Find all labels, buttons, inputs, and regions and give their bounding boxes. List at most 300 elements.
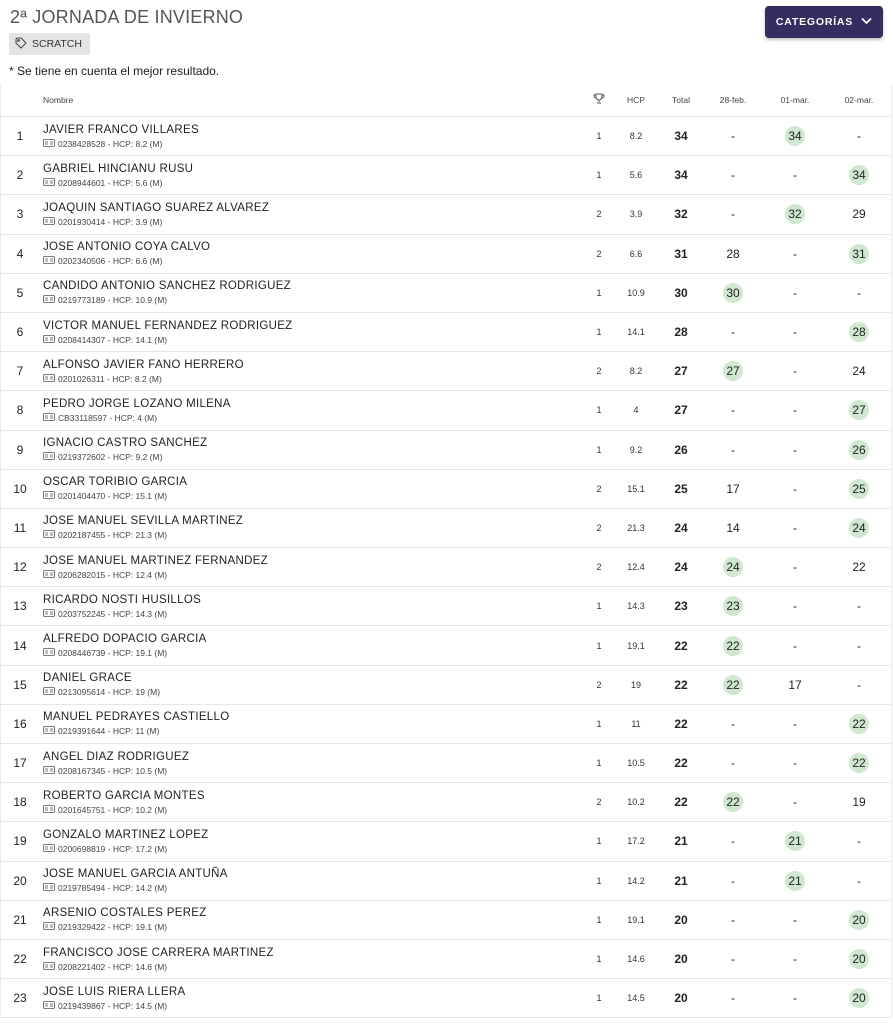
table-row[interactable] <box>1 352 891 391</box>
license-text: 0219439867 - HCP: 14.5 (M) <box>58 1000 168 1011</box>
license-text: CB33118597 - HCP: 4 (M) <box>58 412 158 423</box>
rounds-count: 1 <box>596 640 602 651</box>
player-name[interactable]: IGNACIO CASTRO SANCHEZ <box>43 437 208 450</box>
license-text: 0201645751 - HCP: 10.2 (M) <box>58 804 168 815</box>
player-license <box>43 648 207 658</box>
player-name[interactable]: MANUEL PEDRAYES CASTIELLO <box>43 711 230 724</box>
score-value: 19 <box>852 795 866 810</box>
day3-score <box>835 834 883 848</box>
table-row[interactable] <box>1 313 891 352</box>
best-score-pill: 24 <box>849 518 869 538</box>
day3-score <box>835 714 883 734</box>
score-value: 14 <box>726 520 740 535</box>
rounds-count: 1 <box>596 601 602 612</box>
table-row[interactable] <box>1 901 891 940</box>
score-value: - <box>793 991 797 1006</box>
player-name[interactable]: JOSE ANTONIO COYA CALVO <box>43 241 211 254</box>
day1-score <box>709 834 757 848</box>
best-score-pill: 32 <box>785 204 805 224</box>
player-cell[interactable] <box>43 986 185 1011</box>
player-name[interactable]: ANGEL DIAZ RODRIGUEZ <box>43 750 190 763</box>
player-name[interactable]: RICARDO NOSTI HUSILLOS <box>43 593 202 606</box>
score-value: - <box>731 129 735 144</box>
player-license <box>43 726 229 736</box>
best-score-pill: 23 <box>723 596 743 616</box>
category-tag <box>9 33 90 55</box>
total-score: 27 <box>674 364 688 379</box>
table-row[interactable] <box>1 195 891 234</box>
id-card-icon <box>43 491 55 501</box>
position: 17 <box>13 756 27 771</box>
position: 8 <box>16 403 24 418</box>
table-row[interactable] <box>1 548 891 587</box>
license-text: 0201026311 - HCP: 8.2 (M) <box>58 373 162 384</box>
best-score-pill: 34 <box>785 126 805 146</box>
player-cell[interactable] <box>43 359 244 384</box>
hcp-value: 14.1 <box>627 327 645 338</box>
total-score: 26 <box>674 442 688 457</box>
player-name[interactable]: JOSE MANUEL SEVILLA MARTINEZ <box>43 515 244 528</box>
day3-score <box>835 988 883 1008</box>
page-title: 2ª JORNADA DE INVIERNO <box>10 7 244 27</box>
table-body <box>1 117 891 1018</box>
hcp-value: 10.9 <box>627 287 645 298</box>
note-text: * Se tiene en cuenta el mejor resultado. <box>9 64 220 78</box>
day3-score <box>835 129 883 143</box>
total-score: 32 <box>674 207 688 222</box>
day1-score <box>709 207 757 221</box>
day1-score <box>709 443 757 457</box>
day3-score <box>835 599 883 613</box>
table-row[interactable] <box>1 470 891 509</box>
hcp-value: 15.1 <box>627 483 645 494</box>
day1-score <box>709 675 757 695</box>
total-score: 20 <box>674 912 688 927</box>
player-cell[interactable] <box>43 868 228 893</box>
score-value: 24 <box>852 364 866 379</box>
day2-score <box>771 403 819 417</box>
score-value: - <box>793 325 797 340</box>
score-value: - <box>731 168 735 183</box>
position: 6 <box>16 325 24 340</box>
player-cell[interactable] <box>43 515 243 540</box>
day3-score <box>835 286 883 300</box>
rounds-count: 2 <box>596 366 602 377</box>
best-score-pill: 22 <box>723 675 743 695</box>
hcp-value: 12.4 <box>627 562 645 573</box>
day3-score <box>835 678 883 692</box>
rounds-count: 1 <box>596 405 602 416</box>
rounds-count: 2 <box>596 209 602 220</box>
player-license <box>43 844 209 854</box>
best-score-pill: 20 <box>849 988 869 1008</box>
best-score-pill: 27 <box>849 400 869 420</box>
player-name[interactable]: FRANCISCO JOSE CARRERA MARTINEZ <box>43 946 274 959</box>
column-header-day3[interactable]: 02-mar. <box>844 94 874 105</box>
rounds-count: 1 <box>596 875 602 886</box>
score-value: - <box>857 285 861 300</box>
player-cell[interactable] <box>43 476 187 501</box>
column-header-hcp[interactable]: HCP <box>627 94 645 105</box>
total-score: 24 <box>674 520 688 535</box>
table-row[interactable] <box>1 431 891 470</box>
position: 23 <box>13 991 27 1006</box>
player-name[interactable]: PEDRO JORGE LOZANO MILENA <box>43 397 231 410</box>
day2-score <box>771 756 819 770</box>
license-text: 0208221402 - HCP: 14.6 (M) <box>58 961 168 972</box>
position: 20 <box>13 873 27 888</box>
table-row[interactable] <box>1 626 891 665</box>
player-cell[interactable] <box>43 280 291 305</box>
score-value: 22 <box>852 560 866 575</box>
day1-score <box>709 913 757 927</box>
day2-score <box>771 560 819 574</box>
day1-score <box>709 361 757 381</box>
player-cell[interactable] <box>43 437 207 462</box>
total-score: 34 <box>674 129 688 144</box>
rounds-count: 2 <box>596 483 602 494</box>
player-cell[interactable] <box>43 398 231 423</box>
table-row[interactable] <box>1 235 891 274</box>
position: 11 <box>13 520 27 535</box>
best-score-pill: 24 <box>723 557 743 577</box>
table-row[interactable] <box>1 822 891 861</box>
score-value: 28 <box>726 246 740 261</box>
player-license <box>43 217 269 227</box>
table-row[interactable] <box>1 391 891 430</box>
position: 14 <box>13 638 27 653</box>
player-name[interactable]: ALFONSO JAVIER FANO HERRERO <box>43 358 244 371</box>
player-cell[interactable] <box>43 594 201 619</box>
license-text: 0201930414 - HCP: 3.9 (M) <box>58 216 163 227</box>
player-name[interactable]: GABRIEL HINCIANU RUSU <box>43 162 194 175</box>
best-score-pill: 27 <box>723 361 743 381</box>
day1-score <box>709 168 757 182</box>
total-score: 28 <box>674 325 688 340</box>
position: 3 <box>16 207 24 222</box>
score-value: - <box>793 403 797 418</box>
position: 13 <box>13 599 27 614</box>
id-card-icon <box>43 962 55 972</box>
player-cell[interactable] <box>43 829 209 854</box>
player-cell[interactable] <box>43 751 189 776</box>
hcp-value: 14.2 <box>627 875 645 886</box>
best-score-pill: 28 <box>849 322 869 342</box>
day2-score <box>771 521 819 535</box>
day2-score <box>771 871 819 891</box>
id-card-icon <box>43 413 55 423</box>
player-license <box>43 766 189 776</box>
player-cell[interactable] <box>43 124 199 149</box>
day1-score <box>709 874 757 888</box>
player-name[interactable]: GONZALO MARTINEZ LOPEZ <box>43 828 209 841</box>
player-name[interactable]: OSCAR TORIBIO GARCIA <box>43 476 188 489</box>
position: 22 <box>13 952 27 967</box>
player-cell[interactable] <box>43 202 269 227</box>
rounds-count: 1 <box>596 444 602 455</box>
player-license <box>43 883 228 893</box>
license-text: 0208414307 - HCP: 14.1 (M) <box>58 334 168 345</box>
score-value: - <box>793 442 797 457</box>
score-value: - <box>731 873 735 888</box>
day2-score <box>771 364 819 378</box>
player-name[interactable]: ARSENIO COSTALES PEREZ <box>43 907 207 920</box>
total-score: 22 <box>674 795 688 810</box>
player-name[interactable]: DANIEL GRACE <box>43 672 132 685</box>
day3-score <box>835 753 883 773</box>
day1-score <box>709 403 757 417</box>
player-name[interactable]: JOSE LUIS RIERA LLERA <box>43 985 186 998</box>
day1-score <box>709 247 757 261</box>
best-score-pill: 25 <box>849 479 869 499</box>
score-value: - <box>731 952 735 967</box>
score-value: - <box>731 207 735 222</box>
score-value: - <box>857 834 861 849</box>
score-value: - <box>731 442 735 457</box>
day2-score <box>771 831 819 851</box>
column-header-total[interactable]: Total <box>672 94 690 105</box>
hcp-value: 14.6 <box>627 954 645 965</box>
day3-score <box>835 479 883 499</box>
best-score-pill: 30 <box>723 283 743 303</box>
score-value: - <box>793 285 797 300</box>
total-score: 23 <box>674 599 688 614</box>
trophy-icon[interactable] <box>586 93 612 106</box>
score-value: - <box>857 599 861 614</box>
table-row[interactable] <box>1 940 891 979</box>
player-license <box>43 687 160 697</box>
player-license <box>43 178 193 188</box>
total-score: 20 <box>674 991 688 1006</box>
id-card-icon <box>43 217 55 227</box>
table-header <box>1 83 891 117</box>
table-row[interactable] <box>1 862 891 901</box>
score-value: - <box>793 520 797 535</box>
rounds-count: 1 <box>596 758 602 769</box>
player-license <box>43 374 244 384</box>
hcp-value: 10.2 <box>627 797 645 808</box>
id-card-icon <box>43 452 55 462</box>
player-cell[interactable] <box>43 947 274 972</box>
best-score-pill: 22 <box>723 636 743 656</box>
hcp-value: 19.1 <box>627 640 645 651</box>
total-score: 21 <box>674 834 688 849</box>
best-score-pill: 22 <box>849 714 869 734</box>
day3-score <box>835 560 883 574</box>
position: 18 <box>13 795 27 810</box>
id-card-icon <box>43 1001 55 1011</box>
player-cell[interactable] <box>43 907 207 932</box>
day3-score <box>835 244 883 264</box>
player-cell[interactable] <box>43 790 205 815</box>
total-score: 31 <box>674 246 688 261</box>
categories-button[interactable] <box>765 6 883 38</box>
position: 15 <box>13 677 27 692</box>
best-score-pill: 21 <box>785 871 805 891</box>
best-score-pill: 31 <box>849 244 869 264</box>
day2-score <box>771 247 819 261</box>
score-value: - <box>793 599 797 614</box>
table-row[interactable] <box>1 587 891 626</box>
player-name[interactable]: VICTOR MANUEL FERNANDEZ RODRIGUEZ <box>43 319 293 332</box>
license-text: 0219773189 - HCP: 10.9 (M) <box>58 295 168 306</box>
position: 9 <box>16 442 24 457</box>
best-score-pill: 20 <box>849 949 869 969</box>
position: 7 <box>16 364 24 379</box>
player-license <box>43 295 291 305</box>
id-card-icon <box>43 530 55 540</box>
hcp-value: 19 <box>630 679 641 690</box>
position: 1 <box>16 129 24 144</box>
day3-score <box>835 400 883 420</box>
score-value: - <box>857 677 861 692</box>
rounds-count: 2 <box>596 679 602 690</box>
column-header-day1[interactable]: 28-feb. <box>719 94 747 105</box>
table-row[interactable] <box>1 117 891 156</box>
hcp-value: 6.6 <box>629 248 643 259</box>
rounds-count: 1 <box>596 718 602 729</box>
table-row[interactable] <box>1 979 891 1018</box>
player-cell[interactable] <box>43 241 210 266</box>
player-name[interactable]: JOAQUIN SANTIAGO SUAREZ ALVAREZ <box>43 201 270 214</box>
tag-label: SCRATCH <box>32 38 82 50</box>
player-cell[interactable] <box>43 633 207 658</box>
total-score: 30 <box>674 285 688 300</box>
id-card-icon <box>43 335 55 345</box>
player-cell[interactable] <box>43 555 268 580</box>
best-score-pill: 20 <box>849 910 869 930</box>
player-cell[interactable] <box>43 672 160 697</box>
hcp-value: 3.9 <box>629 209 643 220</box>
day1-score <box>709 325 757 339</box>
score-value: - <box>731 716 735 731</box>
total-score: 22 <box>674 756 688 771</box>
day3-score <box>835 207 883 221</box>
id-card-icon <box>43 648 55 658</box>
day3-score <box>835 440 883 460</box>
player-license <box>43 335 293 345</box>
column-header-day2[interactable]: 01-mar. <box>780 94 810 105</box>
license-text: 0202340506 - HCP: 6.6 (M) <box>58 256 163 267</box>
hcp-value: 14.5 <box>627 993 645 1004</box>
player-name[interactable]: JOSE MANUEL GARCIA ANTUÑA <box>43 868 228 881</box>
player-license <box>43 139 199 149</box>
rounds-count: 1 <box>596 836 602 847</box>
player-name[interactable]: ALFREDO DOPACIO GARCIA <box>43 633 207 646</box>
player-license <box>43 922 207 932</box>
best-score-pill: 22 <box>849 753 869 773</box>
hcp-value: 8.2 <box>629 131 643 142</box>
day1-score <box>709 596 757 616</box>
license-text: 0213095614 - HCP: 19 (M) <box>58 687 161 698</box>
hcp-value: 8.2 <box>629 366 643 377</box>
score-value: - <box>793 795 797 810</box>
day2-score <box>771 126 819 146</box>
table-row[interactable] <box>1 156 891 195</box>
player-license <box>43 256 210 266</box>
id-card-icon <box>43 766 55 776</box>
hcp-value: 14.3 <box>627 601 645 612</box>
player-name[interactable]: JOSE MANUEL MARTINEZ FERNANDEZ <box>43 554 268 567</box>
license-text: 0206282015 - HCP: 12.4 (M) <box>58 569 168 580</box>
id-card-icon <box>43 609 55 619</box>
day2-score <box>771 952 819 966</box>
id-card-icon <box>43 726 55 736</box>
player-license <box>43 609 201 619</box>
day3-score <box>835 165 883 185</box>
day2-score <box>771 204 819 224</box>
total-score: 22 <box>674 677 688 692</box>
day1-score <box>709 756 757 770</box>
player-name[interactable]: JAVIER FRANCO VILLARES <box>43 123 199 136</box>
player-name[interactable]: CANDIDO ANTONIO SANCHEZ RODRIGUEZ <box>43 280 292 293</box>
score-value: - <box>793 716 797 731</box>
day3-score <box>835 639 883 653</box>
table-row[interactable] <box>1 705 891 744</box>
column-header-name[interactable]: Nombre <box>43 94 74 105</box>
day2-score <box>771 325 819 339</box>
player-cell[interactable] <box>43 711 229 736</box>
player-cell[interactable] <box>43 163 193 188</box>
license-text: 0219391644 - HCP: 11 (M) <box>58 726 160 737</box>
position: 12 <box>13 560 27 575</box>
position: 4 <box>16 246 24 261</box>
id-card-icon <box>43 374 55 384</box>
player-license <box>43 530 243 540</box>
hcp-value: 11 <box>631 718 641 729</box>
day1-score <box>709 129 757 143</box>
player-name[interactable]: ROBERTO GARCIA MONTES <box>43 789 205 802</box>
license-text: 0202187455 - HCP: 21.3 (M) <box>58 530 168 541</box>
score-value: - <box>793 246 797 261</box>
day2-score <box>771 717 819 731</box>
table-row[interactable] <box>1 509 891 548</box>
player-cell[interactable] <box>43 320 293 345</box>
rounds-count: 1 <box>596 327 602 338</box>
score-value: - <box>793 168 797 183</box>
table-row[interactable] <box>1 274 891 313</box>
table-row[interactable] <box>1 744 891 783</box>
day2-score <box>771 678 819 692</box>
day3-score <box>835 518 883 538</box>
license-text: 0219785494 - HCP: 14.2 (M) <box>58 883 168 894</box>
day2-score <box>771 599 819 613</box>
rounds-count: 2 <box>596 562 602 573</box>
hcp-value: 21.3 <box>627 522 645 533</box>
table-row[interactable] <box>1 666 891 705</box>
rounds-count: 1 <box>596 914 602 925</box>
tag-icon <box>15 37 27 52</box>
player-license <box>43 452 207 462</box>
day1-score <box>709 636 757 656</box>
total-score: 27 <box>674 403 688 418</box>
score-value: 17 <box>726 481 740 496</box>
score-value: - <box>793 481 797 496</box>
rounds-count: 1 <box>596 131 602 142</box>
day3-score <box>835 795 883 809</box>
score-value: - <box>857 638 861 653</box>
position: 16 <box>13 716 27 731</box>
total-score: 25 <box>674 481 688 496</box>
day1-score <box>709 521 757 535</box>
chevron-down-icon <box>861 16 872 28</box>
best-score-pill: 22 <box>723 792 743 812</box>
table-row[interactable] <box>1 783 891 822</box>
license-text: 0200698819 - HCP: 17.2 (M) <box>58 843 168 854</box>
best-score-pill: 34 <box>849 165 869 185</box>
id-card-icon <box>43 178 55 188</box>
position: 2 <box>16 168 24 183</box>
